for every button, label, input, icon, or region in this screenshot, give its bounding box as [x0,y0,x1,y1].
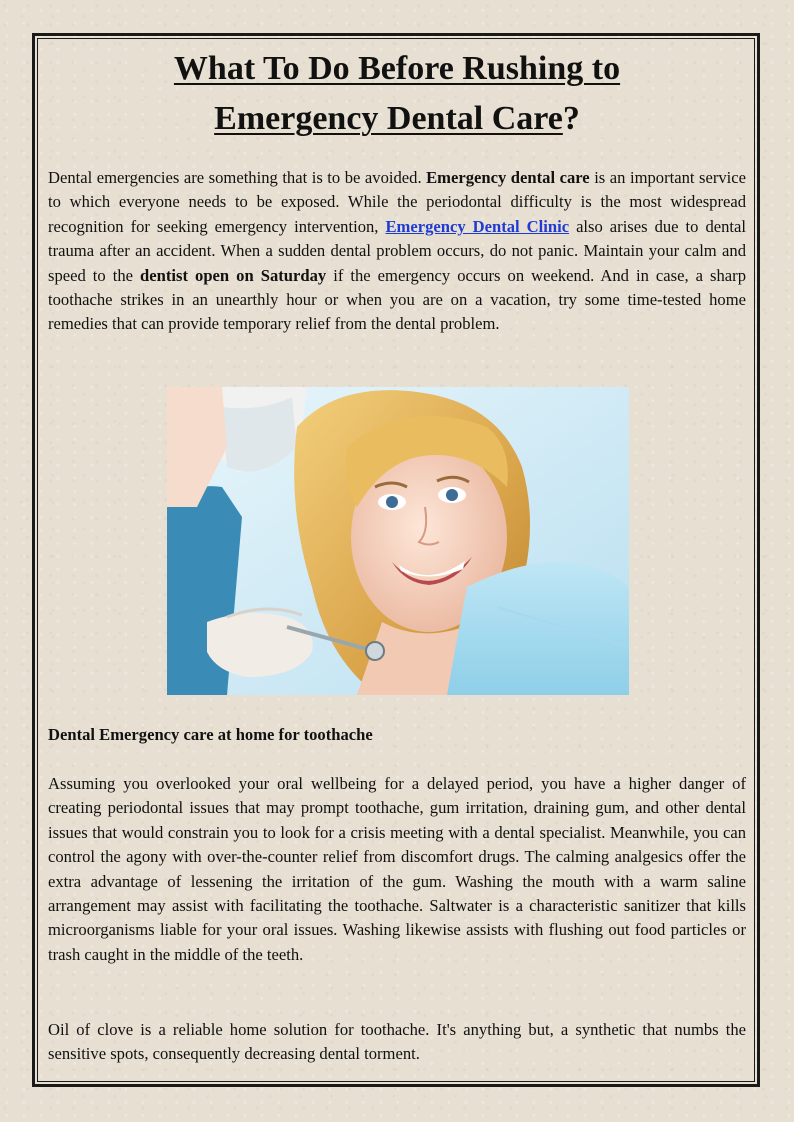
section-paragraph-1: Assuming you overlooked your oral wellbeing for a delayed period, you have a higher danger of creating periodontal issues that may prompt toothache, gum irritation, draining gum, and other dental issues that would constrain you to look for a crisis meeting with a dental specialist. Meanwhile, you can control the agony with over-the-counter relief from discomfort drugs. The calming analgesics offer the extra advantage of lessening the irritation of the gum. Washing the mouth with a warm saline arrangement may assist with facilitating the toothache. Saltwater is a characteristic sanitizer that kills microorganisms liable for your oral issues. Washing likewise assists with flushing out food particles or trash caught in the middle of the teeth. [48,774,746,964]
intro-bold-dentist-open-saturday: dentist open on Saturday [140,265,327,285]
title-line-2: Emergency Dental Care [214,100,563,137]
section-heading: Dental Emergency care at home for toothache [48,725,373,744]
intro-bold-emergency-dental-care: Emergency dental care [426,168,590,187]
article-header [48,44,746,337]
emergency-dental-clinic-link[interactable]: Emergency Dental Clinic [385,216,570,236]
title-question-mark: ? [562,100,580,137]
intro-paragraph [48,166,746,337]
dental-patient-illustration [167,387,629,695]
intro-text-4: if the emergency occurs on weekend. And in case, a sharp toothache strikes in an unearthly hour or when you are on a vacation, try some time-tested home remedies that can provide temporary relief from the dental problem. [48,265,746,334]
intro-text-1: Dental emergencies are something that is to be avoided. [48,168,427,187]
section-paragraph-2: Oil of clove is a reliable home solution for toothache. It's anything but, a synthetic that numbs the sensitive spots, consequently decreasing dental torment. [48,1020,746,1064]
page-title [48,44,746,144]
intro-text-2: is an important service to which everyone needs to be exposed. While the periodontal difficulty is the most widespread recognition for seeking emergency intervention, [48,168,746,236]
title-line-1: What To Do Before Rushing to [173,50,621,87]
dental-patient-photo [167,387,629,695]
intro-text-3: also arises due to dental trauma after an accident. When a sudden dental problem occurs, do not panic. Maintain your calm and speed to the [48,216,747,285]
